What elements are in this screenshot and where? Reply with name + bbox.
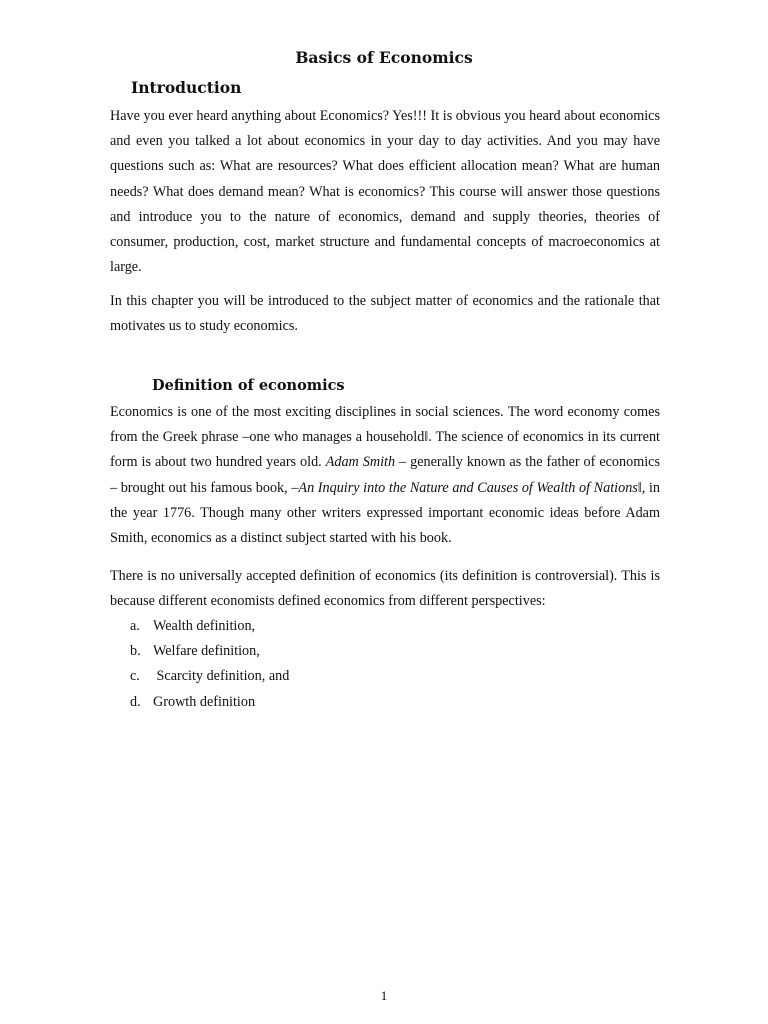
introduction-heading: Introduction [131,78,242,97]
intro-paragraph-2: In this chapter you will be introduced to the subject matter of economics and the rationale that motivates us to study economics. [110,293,660,335]
page-number: 1 [380,988,388,1003]
definition-paragraph-1 [110,400,660,551]
list-marker: b. [130,643,141,660]
intro-paragraph-1: Have you ever heard anything about Economics? Yes!!! It is obvious you heard about economics and even you talked a lot about economics in your day to day activities. And you may have questions such as: What are resources? What does efficient allocation mean? What are human needs? What does demand mean? What is economics? This course will answer those questions and introduce you to the nature of economics, demand and supply theories, theories of consumer, production, cost, market structure and fundamental concepts of macroeconomics at large. [110,108,660,276]
list-marker: a. [130,618,140,634]
list-item [130,690,289,715]
definitions-list [130,614,289,715]
adam-smith-name: Adam Smith [325,454,396,471]
definition-text-part-2: – generally known as the father of economics – brought out his famous book, [110,454,660,496]
list-item [130,639,289,664]
definition-paragraph-2: There is no universally accepted definition of economics (its definition is controversial). This is because different economists defined economics from different perspectives: [110,568,660,610]
definition-heading: Definition of economics [152,377,345,394]
list-marker: c. [130,668,140,685]
list-item [130,664,289,689]
list-item-text: Scarcity definition, and [153,668,290,685]
list-marker: d. [130,693,141,710]
book-title: –An Inquiry into the Nature and Causes of Wealth of Nations‖ [291,479,642,496]
definition-text-part-3: , in the year 1776. Though many other writers expressed important economic ideas before Adam Smith, economics as a distinct subject started with his book. [110,479,660,547]
document-title: Basics of Economics [295,48,473,67]
list-item [130,614,289,639]
list-item-text: Growth definition [153,693,256,710]
list-item-text: Wealth definition, [153,618,256,634]
list-item-text: Welfare definition, [153,643,260,660]
definition-text-part-1: Economics is one of the most exciting disciplines in social sciences. The word economy comes from the Greek phrase –one who manages a household‖. The science of economics in its current form is about two hundred years old. [110,404,660,471]
